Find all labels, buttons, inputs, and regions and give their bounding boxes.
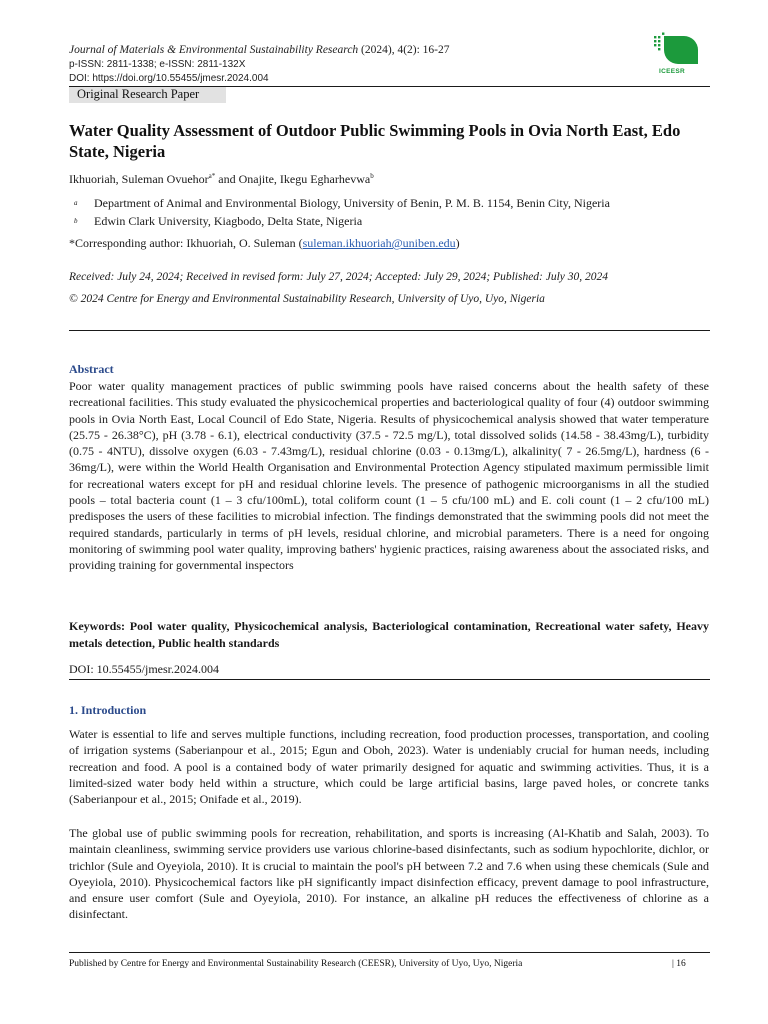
header-divider — [69, 86, 710, 87]
author-name: Ikhuoriah, Suleman Ovuehor — [69, 172, 209, 186]
keywords: Keywords: Pool water quality, Physicochemical analysis, Bacteriological contamination, Recreational water safety, Heavy metals detection, Public health standards — [69, 619, 709, 650]
affiliation-text: Edwin Clark University, Kiagbodo, Delta State, Nigeria — [94, 214, 363, 228]
header-doi: DOI: https://doi.org/10.55455/jmesr.2024.004 — [69, 73, 269, 84]
article-title: Water Quality Assessment of Outdoor Public Swimming Pools in Ovia North East, Edo State, Nigeria — [69, 121, 681, 161]
corresponding-email-link[interactable]: suleman.ikhuoriah@uniben.edu — [302, 236, 456, 250]
article-dates: Received: July 24, 2024; Received in revised form: July 27, 2024; Accepted: July 29, 2024; Published: July 30, 2024 — [69, 271, 609, 283]
journal-citation — [69, 43, 450, 57]
article-type-badge: Original Research Paper — [69, 86, 226, 103]
corresponding-author — [69, 236, 460, 250]
logo-text: ICEESR — [659, 68, 686, 75]
corresponding-prefix: *Corresponding author: Ikhuoriah, O. Suleman ( — [69, 236, 303, 250]
author-name: and Onajite, Ikegu Egharhevwa — [215, 172, 371, 186]
affiliation — [74, 196, 610, 210]
introduction-heading: 1. Introduction — [69, 703, 147, 717]
page-number: | 16 — [672, 959, 686, 969]
author-superscript: a* — [208, 172, 216, 180]
copyright-line: © 2024 Centre for Energy and Environmental Sustainability Research, University of Uyo, Uyo, Nigeria — [69, 293, 545, 305]
abstract-heading: Abstract — [69, 362, 114, 376]
journal-volume: (2024), 4(2): 16-27 — [358, 44, 450, 56]
issn-line: p-ISSN: 2811-1338; e-ISSN: 2811-132X — [69, 59, 246, 70]
affiliation-text: Department of Animal and Environmental Biology, University of Benin, P. M. B. 1154, Benin City, Nigeria — [94, 196, 610, 210]
article-doi: DOI: 10.55455/jmesr.2024.004 — [69, 662, 219, 676]
author-line — [69, 172, 374, 186]
journal-name: Journal of Materials & Environmental Sustainability Research — [69, 44, 359, 56]
abstract-text: Poor water quality management practices of public swimming pools have raised concerns about the health safety of these recreational facilities. This study evaluated the physicochemical properties and bacteriological quality of four (4) outdoor swimming pools in Ovia North East, Local Council of Edo State, Nigeria. Results of physicochemical analysis showed that water temperature (25.75 - 26.38°C), pH (3.78 - 6.1), electrical conductivity (37.5 - 72.5 mg/L), total dissolved solids (14.58 - 38.43mg/L), turbidity (0.75 - 4NTU), dissolve oxygen (6.03 - 7.43mg/L), residual chlorine (0.03 - 0.13mg/L), alkalinity( 7 - 26.5mg/L), hardness (6 - 36mg/L), were within the World Health Organisation and Environmental Protection Agency stipulated maximum permissible limit for recreational waters except for pH and residual chlorine levels. The presence of pathogenic microorganisms in all the studied pools – total bacteria count (1 – 3 cfu/100mL), total coliform count (1 – 5 cfu/100 mL) and E. coli count (1 – 2 cfu/100 mL) predisposes the users of these facilities to microbial infection. The findings demonstrated that the swimming pools did not meet the required standards, particularly in terms of pH levels, residual chlorine, and microbial parameters. There is a need for ongoing monitoring of swimming pool water quality, improving bathers' hygienic practices, raising awareness about the associated risks, and providing training for governmental inspectors — [69, 379, 709, 573]
footer-publisher: Published by Centre for Energy and Environmental Sustainability Research (CEESR), University of Uyo, Uyo, Nigeria — [69, 959, 523, 969]
affiliation-mark: a — [74, 199, 78, 207]
corresponding-suffix: ) — [455, 236, 460, 250]
dates-divider — [69, 330, 710, 331]
introduction-paragraph-1: Water is essential to life and serves multiple functions, including recreation, food production processes, transportation, and cooling of irrigation systems (Saberianpour et al., 2015; Egun and Oboh, 2023). Water is undeniably crucial for human needs, including recreation and food. A pool is a contained body of water primarily designed for aquatic and swimming activities. Thus, it is a limited-sized water body held within a structure, which could be large artificial basins, large paved holes, or concrete tanks (Saberianpour et al., 2015; Onifade et al., 2019). — [69, 727, 709, 807]
introduction-paragraph-2: The global use of public swimming pools for recreation, rehabilitation, and sports is increasing (Al-Khatib and Salah, 2003). To maintain cleanliness, swimming service providers use various chlorine-based disinfectants, such as sodium hypochlorite, dichlor, or trichlor (Sule and Oyeyiola, 2010). It is crucial to maintain the pool's pH between 7.2 and 7.6 when using these chemicals (Sule and Oyeyiola, 2010). Physicochemical factors like pH significantly impact disinfection efficacy, prevent damage to pool infrastructure, and ensure user comfort (Sule and Oyeyiola, 2010). For instance, an alkaline pH reduces the effectiveness of chlorine as a disinfectant. — [69, 826, 709, 922]
author-superscript: b — [370, 172, 374, 180]
affiliation — [74, 214, 362, 228]
affiliation-mark: b — [74, 217, 78, 225]
footer-divider — [69, 952, 710, 953]
abstract-divider — [69, 679, 710, 680]
